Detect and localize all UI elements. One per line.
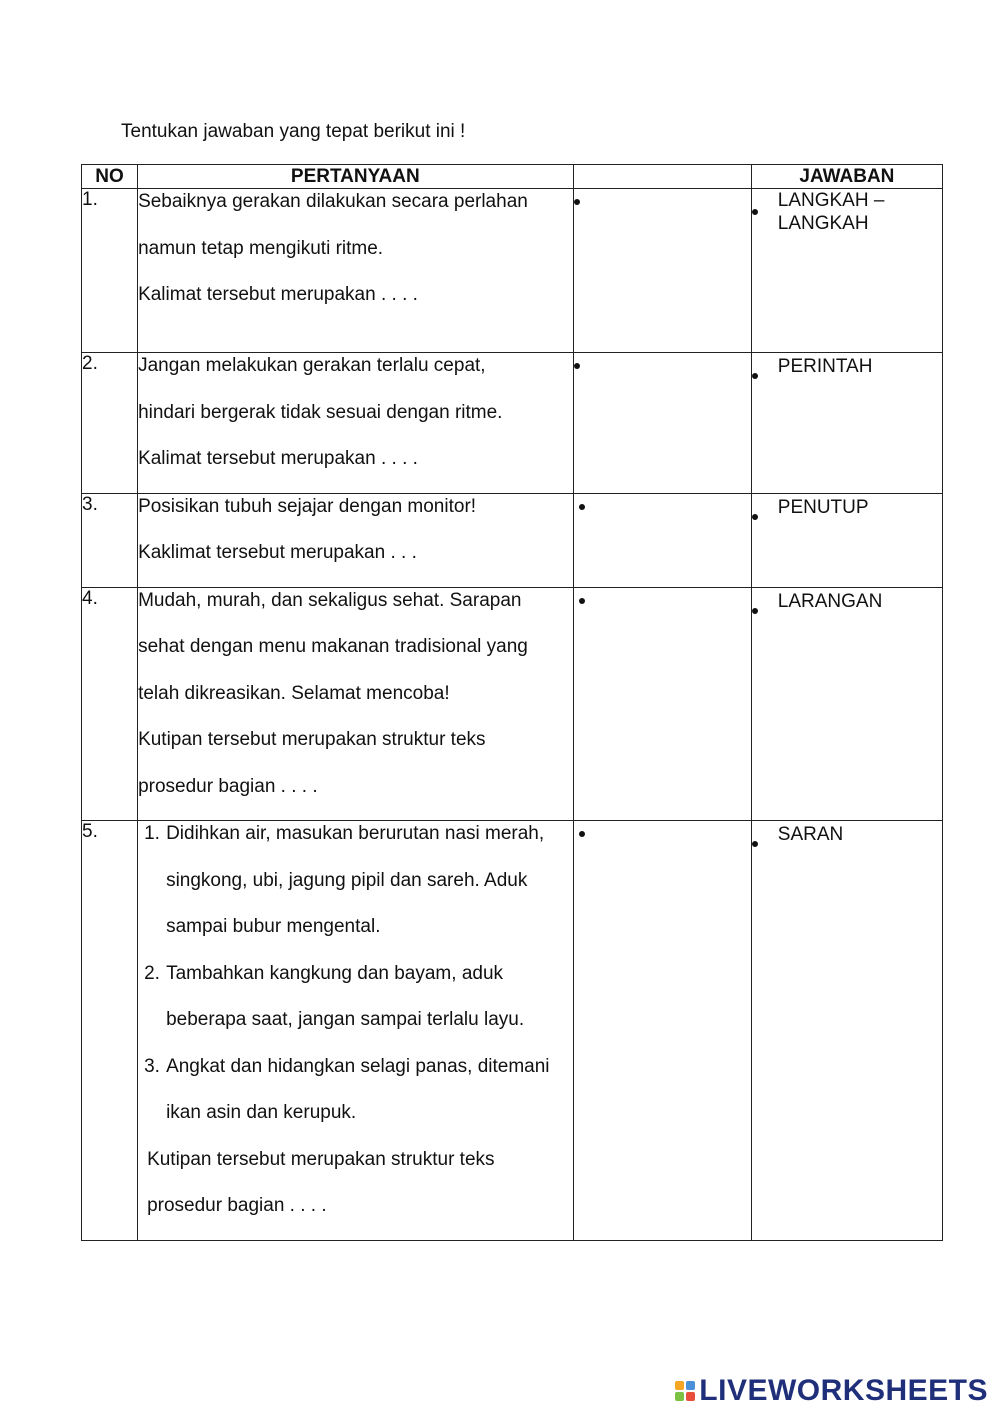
step-text: Tambahkan kangkung dan bayam, aduk beberapa saat, jangan sampai terlalu layu.	[166, 962, 525, 1030]
match-dot-left[interactable]	[573, 189, 751, 353]
step-text: Didihkan air, masukan berurutan nasi merah, singkong, ubi, jagung pipil dan sareh. Aduk sampai bubur mengental.	[166, 823, 545, 937]
answer-cell	[751, 493, 942, 587]
table-row	[82, 189, 943, 353]
logo-square	[675, 1392, 684, 1401]
question-line: namun tetap mengikuti ritme.	[138, 237, 384, 259]
bullet-icon[interactable]	[574, 199, 580, 205]
logo-square	[675, 1381, 684, 1390]
match-dot-left[interactable]	[573, 493, 751, 587]
question-line: Sebaiknya gerakan dilakukan secara perlahan	[138, 191, 528, 212]
question-line: Kaklimat tersebut merupakan . . .	[138, 542, 417, 563]
question-line: sehat dengan menu makanan tradisional yang	[138, 636, 528, 657]
step-text: Angkat dan hidangkan selagi panas, ditemani ikan asin dan kerupuk.	[166, 1055, 550, 1123]
question-line: Kutipan tersebut merupakan struktur teks	[138, 729, 486, 750]
table-row	[82, 821, 943, 1241]
procedure-step	[144, 951, 551, 1044]
question-line: Posisikan tubuh sejajar dengan monitor!	[138, 495, 477, 517]
question-line: Kalimat tersebut merupakan . . . .	[138, 284, 418, 305]
bullet-icon[interactable]	[752, 373, 758, 379]
liveworksheets-logo	[675, 1374, 988, 1408]
table-row	[82, 587, 943, 821]
logo-mark-icon	[675, 1381, 695, 1401]
question-cell	[138, 587, 574, 821]
answer-cell	[751, 821, 942, 1241]
match-dot-left[interactable]	[573, 587, 751, 821]
answer-cell	[751, 189, 942, 353]
answer-text: LANGKAH – LANGKAH	[777, 190, 885, 234]
match-dot-left[interactable]	[573, 353, 751, 494]
procedure-step	[144, 1044, 551, 1137]
instruction-text: Tentukan jawaban yang tepat berikut ini !	[121, 121, 466, 142]
question-line: prosedur bagian . . . .	[147, 1195, 327, 1216]
row-number: 2.	[82, 353, 138, 494]
question-cell	[138, 493, 574, 587]
bullet-icon[interactable]	[752, 209, 758, 215]
header-no: NO	[82, 165, 138, 189]
header-question: PERTANYAAN	[138, 165, 574, 189]
question-line: Mudah, murah, dan sekaligus sehat. Sarapan	[138, 589, 522, 611]
question-cell	[138, 821, 574, 1241]
bullet-icon[interactable]	[752, 608, 758, 614]
row-number: 4.	[82, 587, 138, 821]
header-answer: JAWABAN	[751, 165, 942, 189]
logo-square	[686, 1381, 695, 1390]
match-dot-left[interactable]	[573, 821, 751, 1241]
bullet-icon[interactable]	[752, 514, 758, 520]
answer-text: SARAN	[777, 824, 844, 845]
step-number: 1.	[144, 823, 160, 844]
answer-cell	[751, 353, 942, 494]
bullet-icon[interactable]	[579, 504, 585, 510]
answer-text: LARANGAN	[777, 590, 883, 612]
question-line: telah dikreasikan. Selamat mencoba!	[138, 682, 450, 704]
question-line: Kutipan tersebut merupakan struktur teks	[147, 1148, 495, 1170]
answer-cell	[751, 587, 942, 821]
procedure-step	[144, 811, 551, 951]
row-number: 1.	[82, 189, 138, 353]
question-line: prosedur bagian . . . .	[138, 775, 318, 797]
bullet-icon[interactable]	[579, 831, 585, 837]
question-line: Jangan melakukan gerakan terlalu cepat,	[138, 355, 486, 376]
answer-text: PENUTUP	[777, 496, 869, 518]
question-cell	[138, 189, 574, 353]
question-cell	[138, 353, 574, 494]
table-row	[82, 353, 943, 494]
row-number: 5.	[82, 821, 138, 1241]
logo-square	[686, 1392, 695, 1401]
question-line: Kalimat tersebut merupakan . . . .	[138, 448, 418, 469]
bullet-icon[interactable]	[752, 841, 758, 847]
step-number: 3.	[144, 1055, 160, 1077]
bullet-icon[interactable]	[579, 598, 585, 604]
bullet-icon[interactable]	[574, 363, 580, 369]
worksheet-table	[81, 164, 943, 1241]
row-number: 3.	[82, 493, 138, 587]
header-middle	[573, 165, 751, 189]
logo-text: LIVEWORKSHEETS	[699, 1374, 988, 1407]
table-row	[82, 493, 943, 587]
step-number: 2.	[144, 962, 160, 984]
answer-text: PERINTAH	[777, 356, 873, 377]
question-line: hindari bergerak tidak sesuai dengan ritme.	[138, 401, 503, 423]
